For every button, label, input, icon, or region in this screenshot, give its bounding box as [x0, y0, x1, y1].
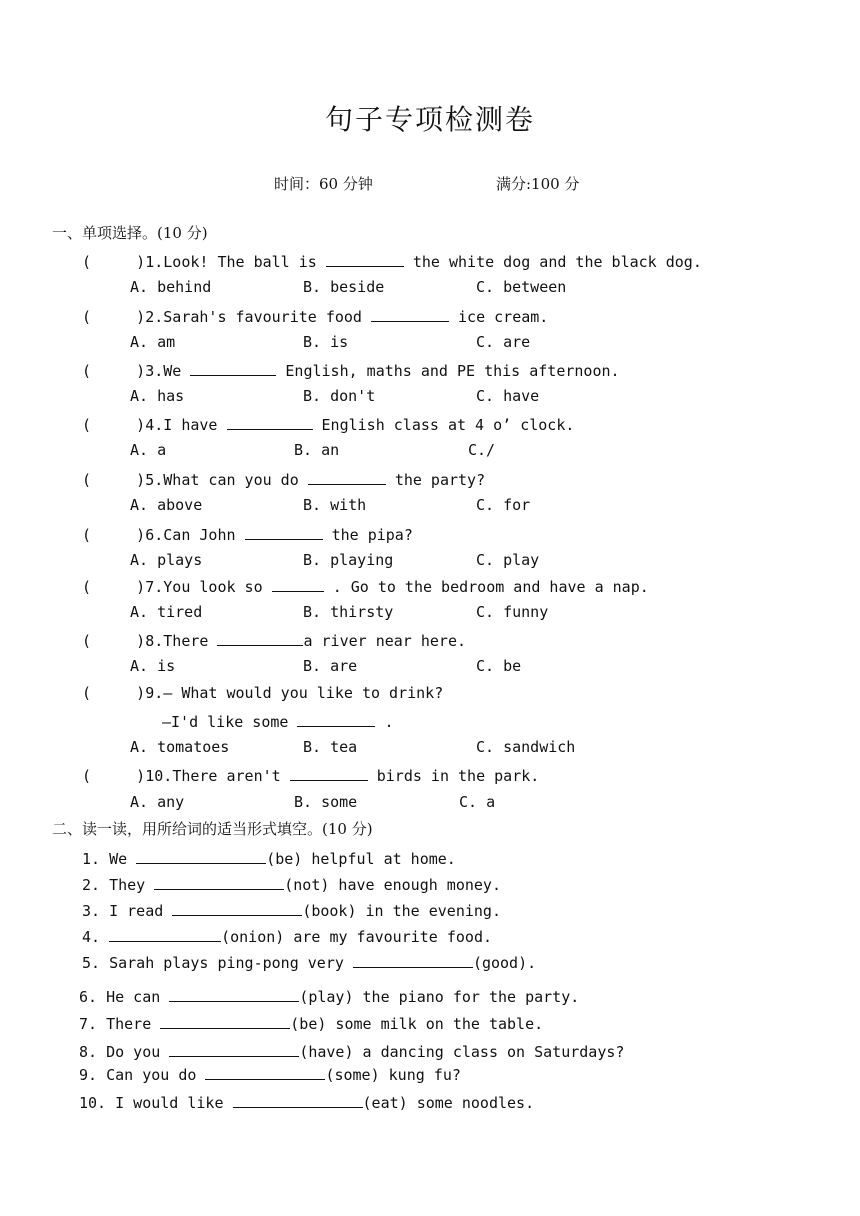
option-c[interactable]: C. play	[476, 551, 540, 569]
question-3: ( )3.We English, maths and PE this afternoon.	[82, 362, 620, 380]
option-b[interactable]: B. an	[294, 441, 340, 459]
fill-item-1: 1. We (be) helpful at home.	[82, 850, 456, 868]
question-6: ( )6.Can John the pipa?	[82, 526, 413, 544]
full-score: 满分:100 分	[496, 175, 580, 193]
fill-item-5: 5. Sarah plays ping-pong very (good).	[82, 954, 537, 972]
option-a[interactable]: A. behind	[130, 278, 212, 296]
answer-blank[interactable]	[154, 874, 284, 890]
option-b[interactable]: B. with	[303, 496, 367, 514]
answer-blank[interactable]	[172, 900, 302, 916]
answer-blank[interactable]	[169, 1041, 299, 1057]
option-c[interactable]: C. funny	[476, 603, 549, 621]
answer-blank[interactable]	[245, 524, 323, 540]
question-4: ( )4.I have English class at 4 o’ clock.	[82, 416, 575, 434]
answer-blank[interactable]	[205, 1064, 325, 1080]
option-c[interactable]: C. between	[476, 278, 567, 296]
answer-blank[interactable]	[190, 360, 276, 376]
question-1: ( )1.Look! The ball is the white dog and the black dog.	[82, 253, 702, 271]
question-9: ( )9.— What would you like to drink?	[82, 684, 444, 702]
section2-heading: 二、读一读，用所给词的适当形式填空。(10 分)	[52, 820, 373, 838]
fill-item-10: 10. I would like (eat) some noodles.	[79, 1094, 535, 1112]
answer-blank[interactable]	[136, 848, 266, 864]
option-c[interactable]: C. have	[476, 387, 540, 405]
answer-blank[interactable]	[371, 306, 449, 322]
time-limit: 时间：60 分钟	[274, 175, 373, 193]
option-c[interactable]: C. are	[476, 333, 531, 351]
answer-blank[interactable]	[109, 926, 221, 942]
option-b[interactable]: B. some	[294, 793, 358, 811]
answer-blank[interactable]	[272, 576, 324, 592]
fill-item-9: 9. Can you do (some) kung fu?	[79, 1066, 461, 1084]
option-c[interactable]: C. be	[476, 657, 522, 675]
answer-blank[interactable]	[297, 711, 375, 727]
option-b[interactable]: B. are	[303, 657, 358, 675]
section1-heading: 一、单项选择。(10 分)	[52, 224, 208, 242]
option-c[interactable]: C./	[468, 441, 496, 459]
option-a[interactable]: A. a	[130, 441, 167, 459]
answer-blank[interactable]	[308, 469, 386, 485]
option-a[interactable]: A. has	[130, 387, 185, 405]
question-5: ( )5.What can you do the party?	[82, 471, 486, 489]
question-10: ( )10.There aren't birds in the park.	[82, 767, 540, 785]
answer-blank[interactable]	[217, 630, 303, 646]
fill-item-3: 3. I read (book) in the evening.	[82, 902, 501, 920]
option-b[interactable]: B. don't	[303, 387, 376, 405]
option-b[interactable]: B. beside	[303, 278, 385, 296]
option-b[interactable]: B. tea	[303, 738, 358, 756]
answer-blank[interactable]	[326, 251, 404, 267]
option-c[interactable]: C. for	[476, 496, 531, 514]
fill-item-2: 2. They (not) have enough money.	[82, 876, 501, 894]
option-a[interactable]: A. is	[130, 657, 176, 675]
answer-blank[interactable]	[233, 1092, 363, 1108]
question-8: ( )8.There a river near here.	[82, 632, 467, 650]
fill-item-6: 6. He can (play) the piano for the party.	[79, 988, 580, 1006]
answer-blank[interactable]	[353, 952, 473, 968]
answer-blank[interactable]	[169, 986, 299, 1002]
option-a[interactable]: A. am	[130, 333, 176, 351]
question-9-reply: —I'd like some .	[162, 713, 394, 731]
option-b[interactable]: B. thirsty	[303, 603, 394, 621]
option-a[interactable]: A. any	[130, 793, 185, 811]
option-c[interactable]: C. sandwich	[476, 738, 576, 756]
question-7: ( )7.You look so . Go to the bedroom and have a nap.	[82, 578, 649, 596]
fill-item-8: 8. Do you (have) a dancing class on Saturdays?	[79, 1043, 625, 1061]
answer-blank[interactable]	[290, 765, 368, 781]
question-2: ( )2.Sarah's favourite food ice cream.	[82, 308, 549, 326]
option-b[interactable]: B. playing	[303, 551, 394, 569]
option-a[interactable]: A. plays	[130, 551, 203, 569]
option-a[interactable]: A. tired	[130, 603, 203, 621]
page-title: 句子专项检测卷	[324, 103, 535, 136]
option-c[interactable]: C. a	[459, 793, 496, 811]
option-a[interactable]: A. tomatoes	[130, 738, 230, 756]
answer-blank[interactable]	[160, 1013, 290, 1029]
fill-item-7: 7. There (be) some milk on the table.	[79, 1015, 544, 1033]
answer-blank[interactable]	[227, 414, 313, 430]
option-b[interactable]: B. is	[303, 333, 349, 351]
option-a[interactable]: A. above	[130, 496, 203, 514]
fill-item-4: 4. (onion) are my favourite food.	[82, 928, 493, 946]
